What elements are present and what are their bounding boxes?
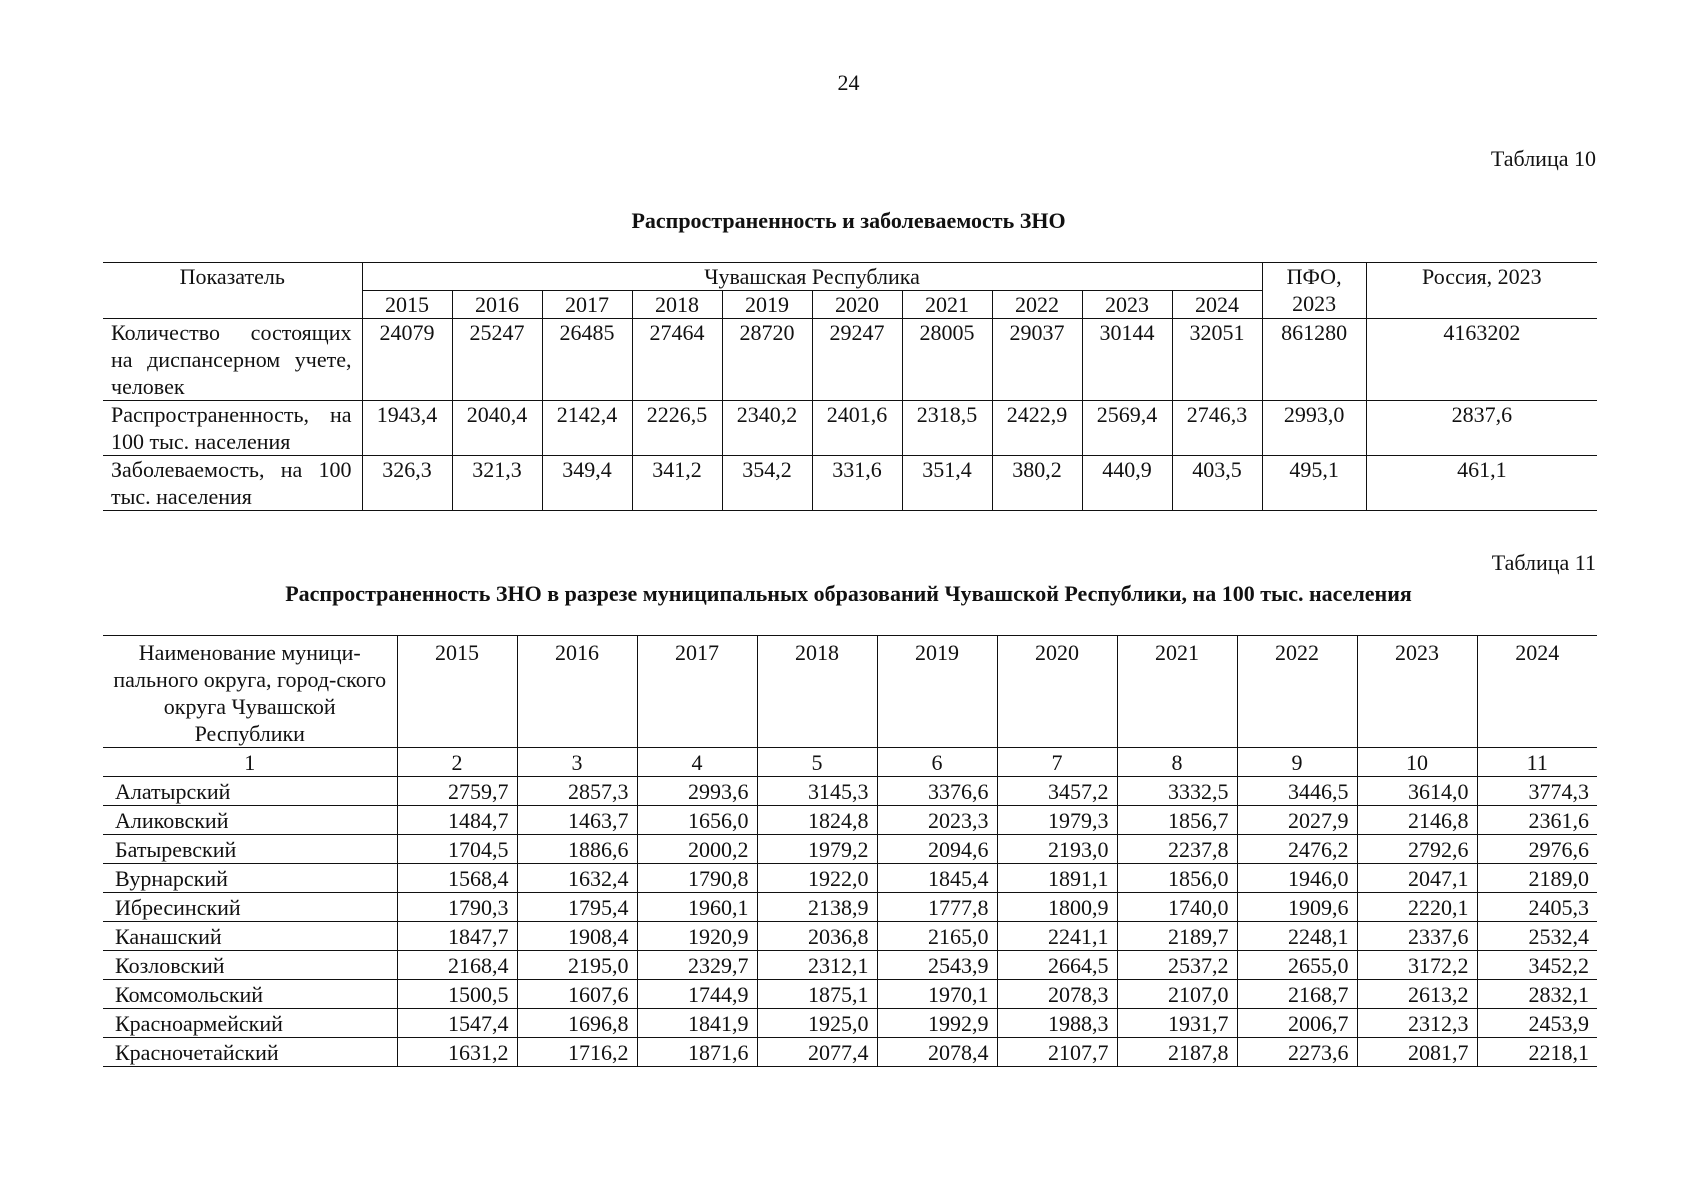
table-cell: 1856,0	[1117, 864, 1237, 893]
table-cell: 1777,8	[877, 893, 997, 922]
table-row	[103, 835, 1597, 864]
table-cell: 28720	[722, 319, 812, 401]
table-cell: 1704,5	[397, 835, 517, 864]
table-cell: 2138,9	[757, 893, 877, 922]
table-11-label: Таблица 11	[1491, 550, 1596, 575]
municipality-name: Канашский	[103, 922, 397, 951]
table-cell: 1931,7	[1117, 1009, 1237, 1038]
table-11-column-numbers-row	[103, 748, 1597, 777]
table-cell: 1856,7	[1117, 806, 1237, 835]
table-cell: 3332,5	[1117, 777, 1237, 806]
column-number: 4	[637, 748, 757, 777]
table-cell: 326,3	[362, 456, 452, 511]
table-row	[103, 893, 1597, 922]
table-cell: 32051	[1172, 319, 1262, 401]
table-cell: 3457,2	[997, 777, 1117, 806]
table-cell: 2189,7	[1117, 922, 1237, 951]
table-cell: 2077,4	[757, 1038, 877, 1067]
table-row	[103, 922, 1597, 951]
table-cell: 1484,7	[397, 806, 517, 835]
table-cell: 29247	[812, 319, 902, 401]
table-cell: 321,3	[452, 456, 542, 511]
table-row	[103, 401, 1597, 456]
table-cell: 354,2	[722, 456, 812, 511]
table-10-header-row	[103, 263, 1597, 291]
table-cell: 29037	[992, 319, 1082, 401]
table-row	[103, 1009, 1597, 1038]
table-cell: 24079	[362, 319, 452, 401]
table-cell: 2476,2	[1237, 835, 1357, 864]
table-cell: 2532,4	[1477, 922, 1597, 951]
table-cell: 2146,8	[1357, 806, 1477, 835]
table-10-year-header: 2020	[812, 291, 902, 319]
page-number: 24	[837, 70, 860, 95]
table-cell: 1790,8	[637, 864, 757, 893]
municipality-name: Вурнарский	[103, 864, 397, 893]
table-11-year-header: 2015	[397, 636, 517, 748]
table-cell: 2329,7	[637, 951, 757, 980]
table-cell: 2401,6	[812, 401, 902, 456]
table-cell: 1607,6	[517, 980, 637, 1009]
municipality-name: Красночетайский	[103, 1038, 397, 1067]
table-cell: 27464	[632, 319, 722, 401]
table-10-year-header: 2019	[722, 291, 812, 319]
table-cell: 2078,4	[877, 1038, 997, 1067]
table-10-year-header: 2021	[902, 291, 992, 319]
table-cell: 1922,0	[757, 864, 877, 893]
table-11-year-header: 2019	[877, 636, 997, 748]
column-number: 8	[1117, 748, 1237, 777]
municipality-name: Комсомольский	[103, 980, 397, 1009]
table-11-year-header: 2018	[757, 636, 877, 748]
table-cell: 2337,6	[1357, 922, 1477, 951]
table-cell: 2537,2	[1117, 951, 1237, 980]
table-cell: 3145,3	[757, 777, 877, 806]
table-cell: 2220,1	[1357, 893, 1477, 922]
table-row	[103, 456, 1597, 511]
table-10-year-header: 2016	[452, 291, 542, 319]
table-cell: 2094,6	[877, 835, 997, 864]
column-number: 10	[1357, 748, 1477, 777]
table-cell: 2857,3	[517, 777, 637, 806]
table-cell: 331,6	[812, 456, 902, 511]
table-10-year-header: 2017	[542, 291, 632, 319]
table-11-header-name: Наименование муници-пального округа, город-ского округа Чувашской Республики	[103, 636, 397, 748]
table-cell: 2006,7	[1237, 1009, 1357, 1038]
row-label: Распространенность, на 100 тыс. населения	[103, 401, 362, 456]
table-10-label: Таблица 10	[1490, 146, 1596, 171]
table-cell: 1960,1	[637, 893, 757, 922]
table-cell: 3614,0	[1357, 777, 1477, 806]
table-cell: 2187,8	[1117, 1038, 1237, 1067]
table-11-year-header: 2022	[1237, 636, 1357, 748]
table-10-header-indicator: Показатель	[103, 263, 362, 319]
table-cell: 2422,9	[992, 401, 1082, 456]
table-11-year-header: 2023	[1357, 636, 1477, 748]
table-11	[103, 635, 1597, 1067]
table-11-header-row	[103, 636, 1597, 748]
column-number: 5	[757, 748, 877, 777]
table-cell: 2081,7	[1357, 1038, 1477, 1067]
table-cell: 403,5	[1172, 456, 1262, 511]
table-cell: 3172,2	[1357, 951, 1477, 980]
table-cell: 341,2	[632, 456, 722, 511]
table-cell: 2078,3	[997, 980, 1117, 1009]
table-cell: 351,4	[902, 456, 992, 511]
table-cell: 2168,7	[1237, 980, 1357, 1009]
municipality-name: Алатырский	[103, 777, 397, 806]
table-10-header-russia: Россия, 2023	[1366, 263, 1597, 319]
table-cell: 3376,6	[877, 777, 997, 806]
table-cell: 1568,4	[397, 864, 517, 893]
table-cell: 1943,4	[362, 401, 452, 456]
table-cell: 2318,5	[902, 401, 992, 456]
table-cell: 1891,1	[997, 864, 1117, 893]
table-cell: 1875,1	[757, 980, 877, 1009]
table-cell: 2312,1	[757, 951, 877, 980]
table-cell: 2195,0	[517, 951, 637, 980]
table-11-year-header: 2021	[1117, 636, 1237, 748]
table-cell: 2613,2	[1357, 980, 1477, 1009]
table-cell: 2027,9	[1237, 806, 1357, 835]
table-cell: 495,1	[1262, 456, 1366, 511]
municipality-name: Козловский	[103, 951, 397, 980]
table-10	[103, 262, 1597, 511]
table-10-year-header: 2015	[362, 291, 452, 319]
table-11-year-header: 2020	[997, 636, 1117, 748]
table-cell: 2142,4	[542, 401, 632, 456]
table-cell: 2312,3	[1357, 1009, 1477, 1038]
table-cell: 1716,2	[517, 1038, 637, 1067]
table-cell: 2040,4	[452, 401, 542, 456]
table-cell: 1925,0	[757, 1009, 877, 1038]
table-cell: 2273,6	[1237, 1038, 1357, 1067]
table-10-year-header: 2022	[992, 291, 1082, 319]
table-cell: 26485	[542, 319, 632, 401]
table-cell: 2405,3	[1477, 893, 1597, 922]
table-cell: 440,9	[1082, 456, 1172, 511]
table-cell: 2036,8	[757, 922, 877, 951]
table-cell: 2543,9	[877, 951, 997, 980]
table-cell: 1795,4	[517, 893, 637, 922]
table-11-year-header: 2017	[637, 636, 757, 748]
column-number: 9	[1237, 748, 1357, 777]
column-number: 11	[1477, 748, 1597, 777]
table-cell: 1970,1	[877, 980, 997, 1009]
table-cell: 2047,1	[1357, 864, 1477, 893]
table-row	[103, 864, 1597, 893]
table-cell: 1632,4	[517, 864, 637, 893]
table-cell: 2023,3	[877, 806, 997, 835]
table-cell: 2241,1	[997, 922, 1117, 951]
table-cell: 380,2	[992, 456, 1082, 511]
table-cell: 2664,5	[997, 951, 1117, 980]
table-cell: 2189,0	[1477, 864, 1597, 893]
column-number: 7	[997, 748, 1117, 777]
table-cell: 30144	[1082, 319, 1172, 401]
table-row	[103, 980, 1597, 1009]
table-cell: 3774,3	[1477, 777, 1597, 806]
table-cell: 2569,4	[1082, 401, 1172, 456]
table-cell: 2107,0	[1117, 980, 1237, 1009]
table-11-year-header: 2016	[517, 636, 637, 748]
table-cell: 2226,5	[632, 401, 722, 456]
table-10-year-header: 2018	[632, 291, 722, 319]
column-number: 6	[877, 748, 997, 777]
table-cell: 1841,9	[637, 1009, 757, 1038]
table-cell: 1988,3	[997, 1009, 1117, 1038]
table-cell: 1744,9	[637, 980, 757, 1009]
table-cell: 1886,6	[517, 835, 637, 864]
table-10-title: Распространенность и заболеваемость ЗНО	[631, 208, 1066, 233]
table-cell: 1920,9	[637, 922, 757, 951]
table-cell: 349,4	[542, 456, 632, 511]
table-cell: 2759,7	[397, 777, 517, 806]
table-cell: 461,1	[1366, 456, 1597, 511]
table-cell: 1909,6	[1237, 893, 1357, 922]
table-cell: 2993,6	[637, 777, 757, 806]
table-row	[103, 777, 1597, 806]
table-cell: 2453,9	[1477, 1009, 1597, 1038]
table-row	[103, 1038, 1597, 1067]
table-cell: 1946,0	[1237, 864, 1357, 893]
table-cell: 1800,9	[997, 893, 1117, 922]
table-cell: 2655,0	[1237, 951, 1357, 980]
table-cell: 1845,4	[877, 864, 997, 893]
table-cell: 2746,3	[1172, 401, 1262, 456]
municipality-name: Красноармейский	[103, 1009, 397, 1038]
table-cell: 1824,8	[757, 806, 877, 835]
table-cell: 1656,0	[637, 806, 757, 835]
table-row	[103, 951, 1597, 980]
table-cell: 2168,4	[397, 951, 517, 980]
table-cell: 2837,6	[1366, 401, 1597, 456]
table-cell: 3452,2	[1477, 951, 1597, 980]
table-cell: 1847,7	[397, 922, 517, 951]
table-cell: 2361,6	[1477, 806, 1597, 835]
table-cell: 1992,9	[877, 1009, 997, 1038]
municipality-name: Аликовский	[103, 806, 397, 835]
table-cell: 2000,2	[637, 835, 757, 864]
table-cell: 1547,4	[397, 1009, 517, 1038]
table-cell: 1631,2	[397, 1038, 517, 1067]
municipality-name: Батыревский	[103, 835, 397, 864]
table-cell: 3446,5	[1237, 777, 1357, 806]
table-cell: 1871,6	[637, 1038, 757, 1067]
table-cell: 1500,5	[397, 980, 517, 1009]
column-number: 2	[397, 748, 517, 777]
municipality-name: Ибресинский	[103, 893, 397, 922]
table-11-title: Распространенность ЗНО в разрезе муниципальных образований Чувашской Республики, на 100 тыс. населения	[285, 581, 1412, 606]
table-cell: 2237,8	[1117, 835, 1237, 864]
table-cell: 1790,3	[397, 893, 517, 922]
table-row	[103, 319, 1597, 401]
table-cell: 1463,7	[517, 806, 637, 835]
column-number: 1	[103, 748, 397, 777]
table-cell: 1696,8	[517, 1009, 637, 1038]
table-cell: 861280	[1262, 319, 1366, 401]
table-cell: 2792,6	[1357, 835, 1477, 864]
table-cell: 2976,6	[1477, 835, 1597, 864]
table-10-year-header: 2024	[1172, 291, 1262, 319]
table-cell: 2248,1	[1237, 922, 1357, 951]
table-row	[103, 806, 1597, 835]
table-11-year-header: 2024	[1477, 636, 1597, 748]
table-cell: 25247	[452, 319, 542, 401]
table-cell: 2218,1	[1477, 1038, 1597, 1067]
table-cell: 2107,7	[997, 1038, 1117, 1067]
table-cell: 1979,3	[997, 806, 1117, 835]
table-cell: 28005	[902, 319, 992, 401]
table-10-header-republic: Чувашская Республика	[362, 263, 1262, 291]
table-cell: 1740,0	[1117, 893, 1237, 922]
row-label: Заболеваемость, на 100 тыс. населения	[103, 456, 362, 511]
table-cell: 2993,0	[1262, 401, 1366, 456]
table-cell: 2193,0	[997, 835, 1117, 864]
table-cell: 2832,1	[1477, 980, 1597, 1009]
table-cell: 1908,4	[517, 922, 637, 951]
table-10-header-pfo: ПФО, 2023	[1262, 263, 1366, 319]
table-10-year-header: 2023	[1082, 291, 1172, 319]
table-cell: 2165,0	[877, 922, 997, 951]
table-cell: 2340,2	[722, 401, 812, 456]
table-cell: 1979,2	[757, 835, 877, 864]
row-label: Количество состоящих на диспансерном учете, человек	[103, 319, 362, 401]
column-number: 3	[517, 748, 637, 777]
table-cell: 4163202	[1366, 319, 1597, 401]
